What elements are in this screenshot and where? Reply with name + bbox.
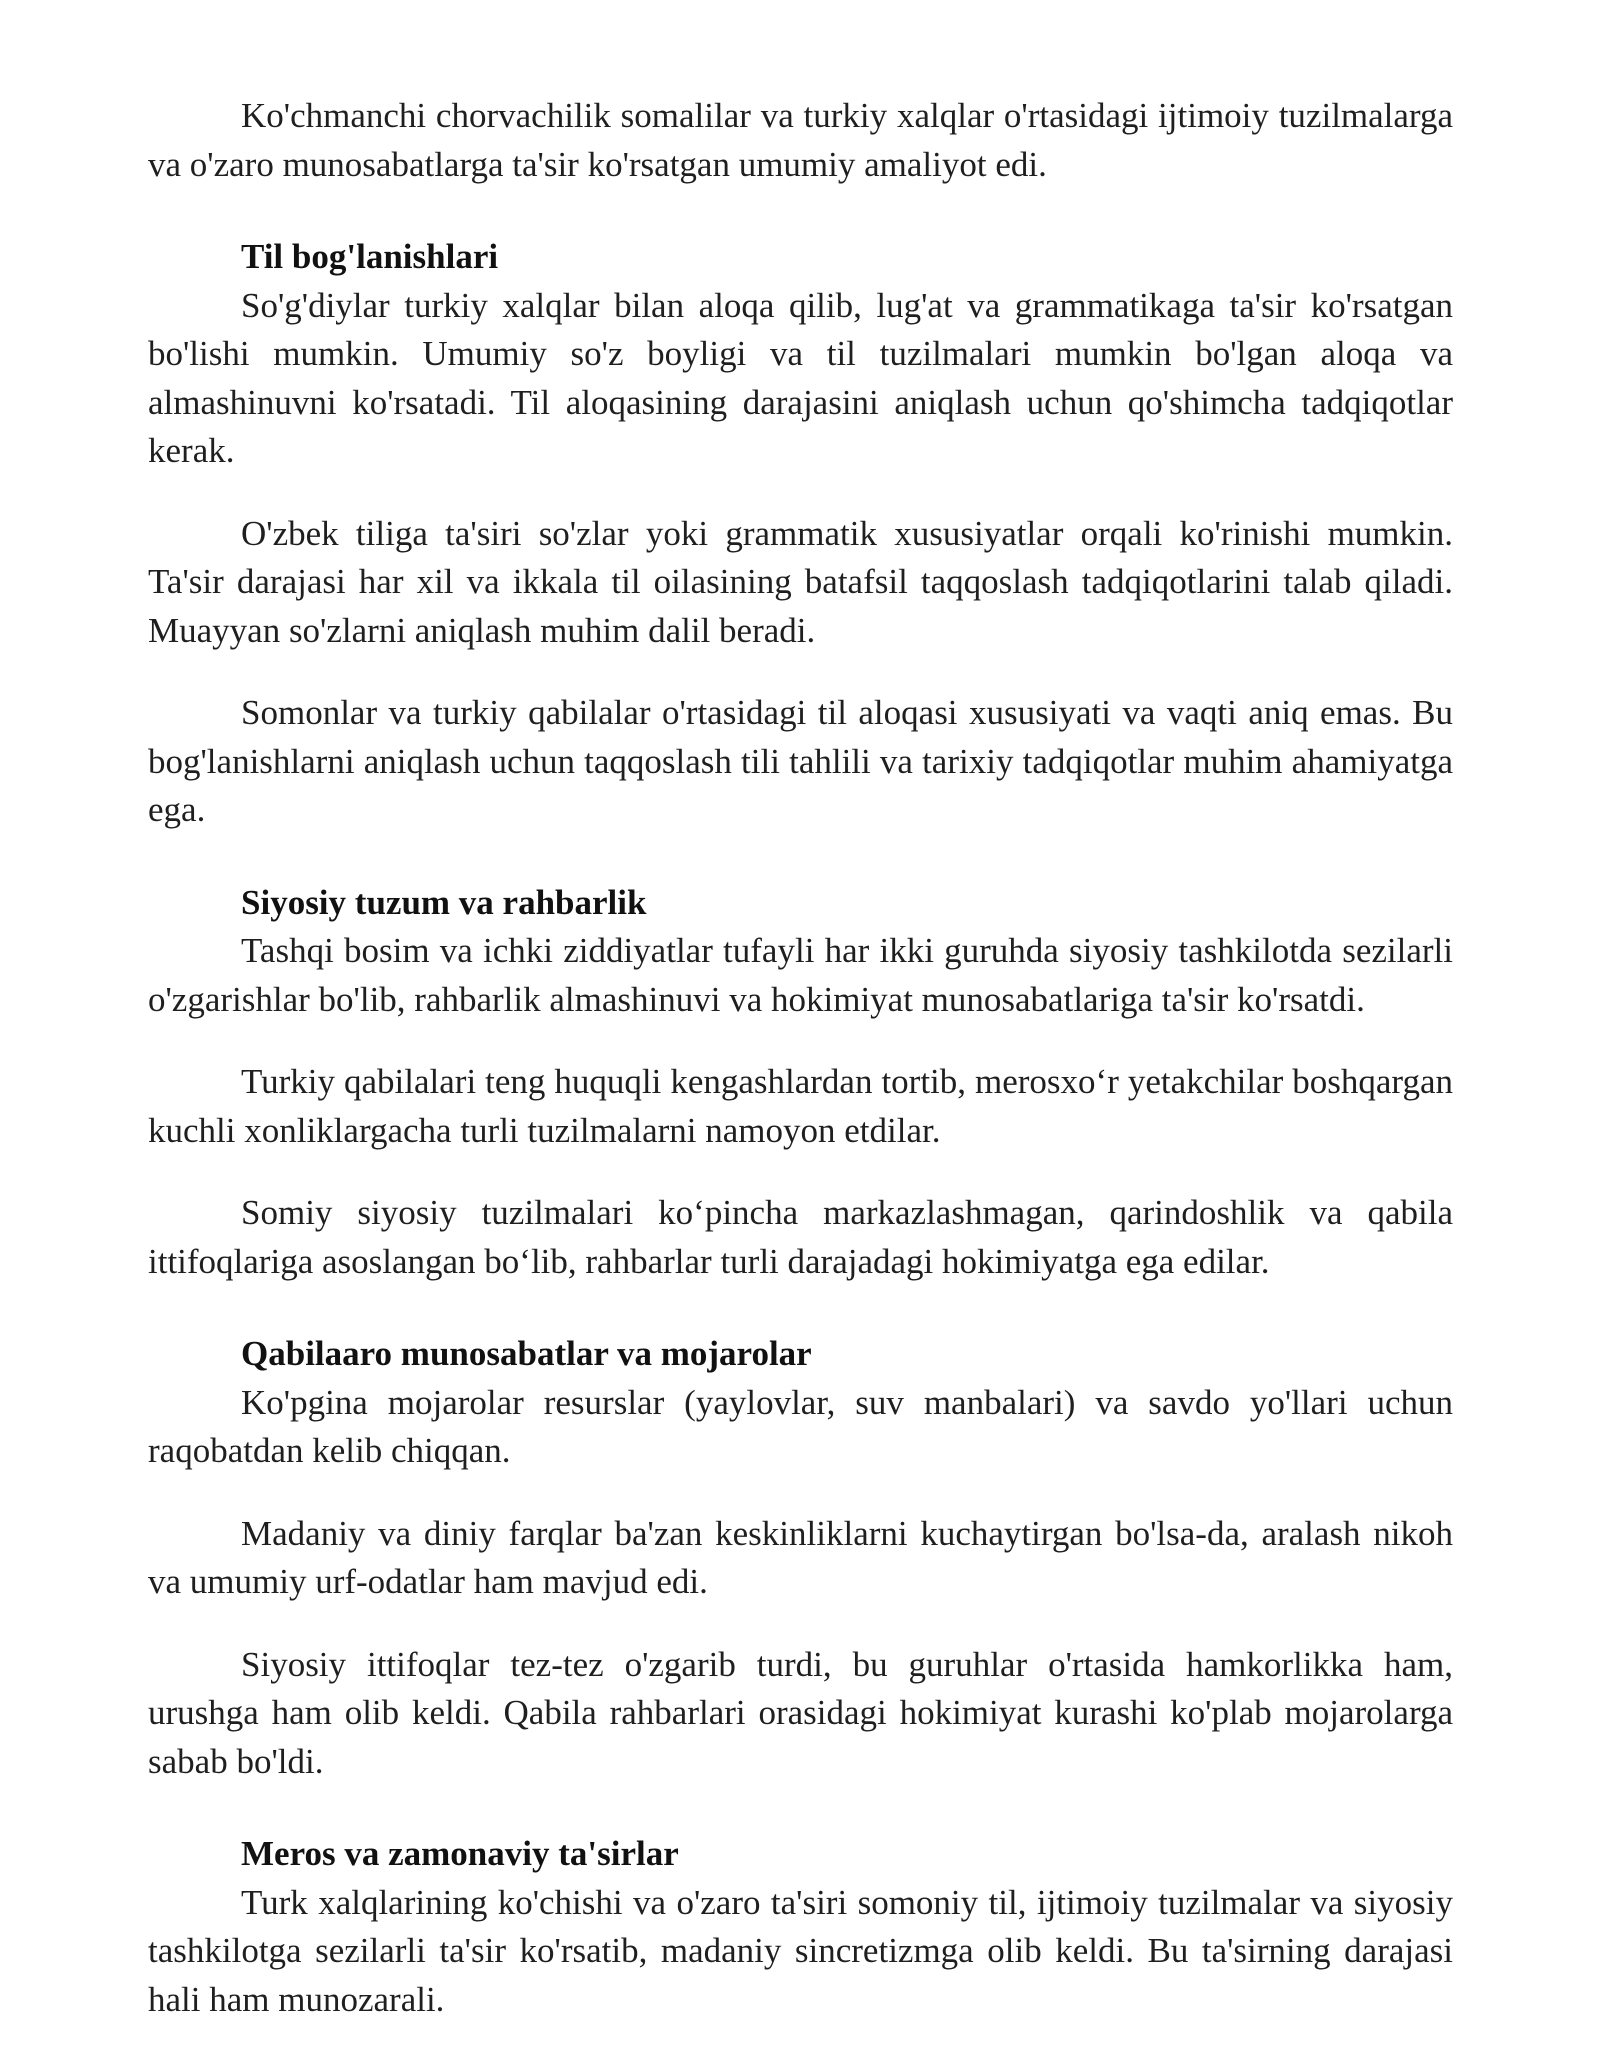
paragraph-spacer (148, 1476, 1453, 1510)
section-spacer (148, 189, 1453, 233)
paragraph-spacer (148, 1024, 1453, 1058)
body-paragraph: Somonlar va turkiy qabilalar o'rtasidagi til aloqasi xususiyati va vaqti aniq emas. Bu bog'lanishlarni aniqlash uchun taqqoslash tili tahlili va tarixiy tadqiqotlar muhim ahamiyatga ega. (148, 693, 1453, 829)
section-siyosiy-tuzum (148, 879, 1453, 1287)
intro-paragraph: Ko'chmanchi chorvachilik somalilar va turkiy xalqlar o'rtasidagi ijtimoiy tuzilmalarga va o'zaro munosabatlarga ta'sir ko'rsatgan umumiy amaliyot edi. (148, 96, 1453, 184)
body-paragraph: Somiy siyosiy tuzilmalari ko‘pincha markazlashmagan, qarindoshlik va qabila ittifoqlariga asoslangan bo‘lib, rahbarlar turli darajadagi hokimiyatga ega edilar. (148, 1193, 1453, 1281)
section-heading: Meros va zamonaviy ta'sirlar (241, 1834, 679, 1873)
body-paragraph: Ko'pgina mojarolar resurslar (yaylovlar, suv manbalari) va savdo yo'llari uchun raqobatdan kelib chiqqan. (148, 1382, 1453, 1470)
section-spacer (148, 835, 1453, 879)
section-meros (148, 1830, 1453, 2024)
body-paragraph: Tashqi bosim va ichki ziddiyatlar tufayli har ikki guruhda siyosiy tashkilotda sezilarli o'zgarishlar bo'lib, rahbarlik almashinuvi va hokimiyat munosabatlariga ta'sir ko'rsatdi. (148, 931, 1453, 1019)
paragraph-spacer (148, 476, 1453, 510)
section-spacer (148, 1286, 1453, 1330)
section-heading: Siyosiy tuzum va rahbarlik (241, 882, 647, 922)
body-paragraph: So'g'diylar turkiy xalqlar bilan aloqa qilib, lug'at va grammatikaga ta'sir ko'rsatgan bo'lishi mumkin. Umumiy so'z boyligi va til tuzilmalari mumkin bo'lgan aloqa va almashinuvni ko'rsatadi. Til aloqasining darajasini aniqlash uchun qo'shimcha tadqiqotlar kerak. (148, 285, 1453, 470)
document-page (148, 92, 1453, 2024)
paragraph-spacer (148, 1607, 1453, 1641)
body-paragraph: Turk xalqlarining ko'chishi va o'zaro ta'siri somoniy til, ijtimoiy tuzilmalar va siyosiy tashkilotga sezilarli ta'sir ko'rsatib, madaniy sincretizmga olib keldi. Bu ta'sirning darajasi hali ham munozarali. (148, 1882, 1453, 2019)
section-til-boglanishlari (148, 233, 1453, 835)
section-spacer (148, 1786, 1453, 1830)
body-paragraph: O'zbek tiliga ta'siri so'zlar yoki grammatik xususiyatlar orqali ko'rinishi mumkin. Ta'sir darajasi har xil va ikkala til oilasining batafsil taqqoslash tadqiqotlarini talab qiladi. Muayyan so'zlarni aniqlash muhim dalil beradi. (148, 513, 1453, 650)
section-qabilaaro-munosabatlar (148, 1330, 1453, 1786)
paragraph-spacer (148, 1155, 1453, 1189)
section-heading: Til bog'lanishlari (241, 237, 499, 276)
body-paragraph: Turkiy qabilalari teng huquqli kengashlardan tortib, merosxo‘r yetakchilar boshqargan kuchli xonliklargacha turli tuzilmalarni namoyon etdilar. (148, 1062, 1453, 1150)
body-paragraph: Madaniy va diniy farqlar ba'zan keskinliklarni kuchaytirgan bo'lsa-da, aralash nikoh va umumiy urf-odatlar ham mavjud edi. (148, 1513, 1453, 1601)
paragraph-spacer (148, 655, 1453, 689)
body-paragraph: Siyosiy ittifoqlar tez-tez o'zgarib turdi, bu guruhlar o'rtasida hamkorlikka ham, urushga ham olib keldi. Qabila rahbarlari orasidagi hokimiyat kurashi ko'plab mojarolarga sabab bo'ldi. (148, 1644, 1453, 1781)
section-heading: Qabilaaro munosabatlar va mojarolar (241, 1334, 812, 1373)
